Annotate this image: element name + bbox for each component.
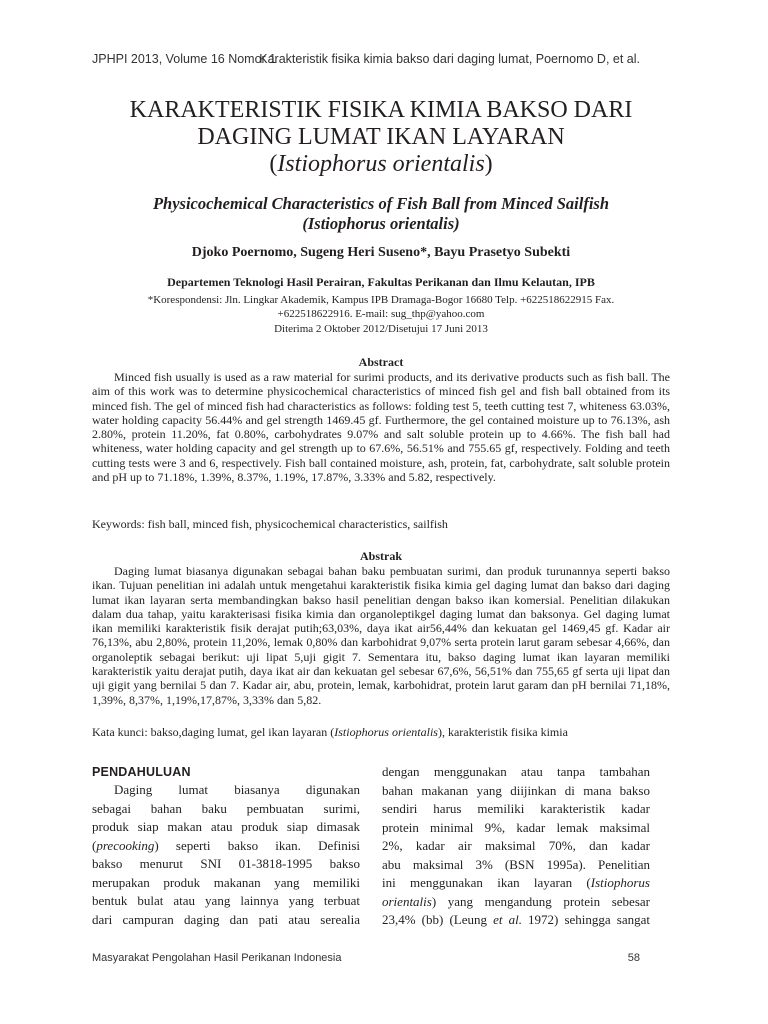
author-list: Djoko Poernomo, Sugeng Heri Suseno*, Bayu Prasetyo Subekti [191, 245, 571, 260]
body-line: Daging lumat biasanya digunakan [114, 782, 360, 797]
body-line: dari campuran daging dan pati atau serealia [92, 911, 360, 927]
title-line-2: DAGING LUMAT IKAN LAYARAN [197, 124, 565, 150]
body-line: dengan menggunakan atau tanpa tambahan [382, 764, 650, 779]
section-heading-pendahuluan: PENDAHULUAN [92, 765, 191, 779]
body-line: 23,4% (bb) (Leung et al. 1972) sehingga sangat [382, 912, 651, 927]
abstrak-heading: Abstrak [359, 549, 402, 563]
kata-kunci: Kata kunci: bakso,daging lumat, gel ikan layaran (Istiophorus orientalis), karakteristik fisika kimia [92, 725, 568, 739]
body-line: bakso menurut SNI 01-3818-1995 bakso [92, 856, 360, 871]
body-line: merupakan produk makanan yang memiliki [92, 874, 360, 890]
body-line: sendiri harus memiliki karakteristik kadar [382, 801, 650, 816]
body-line: protein minimal 9%, kadar lemak maksimal [382, 819, 650, 835]
title-line-3: (Istiophorus orientalis) [269, 151, 493, 177]
body-line: sebagai bahan baku pembuatan surimi, [92, 800, 360, 816]
body-line: orientalis) yang mengandung protein sebesar [382, 893, 650, 909]
subtitle-line-2: (Istiophorus orientalis) [302, 214, 460, 233]
kata-kunci-scientific-name: Istiophorus orientalis [334, 725, 438, 739]
body-line: bentuk bulat atau yang lainnya yang terbuat [92, 893, 360, 908]
article-title [92, 97, 670, 178]
footer-publisher: Masyarakat Pengolahan Hasil Perikanan Indonesia [92, 952, 342, 964]
abstrak-body: Daging lumat biasanya digunakan sebagai bahan baku pembuatan surimi, dan produk turunannya seperti bakso ikan. Tujuan penelitian ini adalah untuk mengetahui karakteristik fisika kimia gel daging lumat dan bakso dari daging lumat ikan layaran serta membandingkan bakso hasil penelitian dengan bakso ikan komersial. Penelitian dilakukan dalam dua tahap, yaitu karakterisasi fisika kimia dan organoleptikgel daging lumat dan baksonya. Gel daging lumat ikan memiliki karakteristik fisik derajat putih;63,03%, daya ikat air56,44% dan kekuatan gel 1469,45 gf. Kadar air 76,13%, abu 2,80%, protein 11,20%, lemak 0,80% dan karbohidrat 9,07% serta protein larut garam sebesar 4,66%, dan organoleptik sebagai berikut: uji lipat 5,uji gigit 7. Sementara itu, bakso daging lumat ikan layaran memiliki karakteristik yaitu derajat putih, daya ikat air dan kekuatan gel sebesar 67,6%, 56,51% dan 755,65 gf serta uji lipat dan uji gigit yang bernilai 5 dan 7. Kadar air, abu, protein, lemak, karbohidrat, protein larut garam dan pH bernilai 71,18%, 1,39%, 8,37%, 1,19%,17,87%, 3,33% dan 5,82. [92, 564, 670, 707]
body-line: abu maksimal 3% (BSN 1995a). Penelitian [382, 856, 650, 872]
correspondence-line-1: *Korespondensi: Jln. Lingkar Akademik, Kampus IPB Dramaga-Bogor 16680 Telp. +622518622915 Fax. [147, 294, 615, 306]
body-line: ini menggunakan ikan layaran (Istiophorus [382, 875, 650, 890]
correspondence [92, 293, 670, 321]
article-subtitle-english [92, 194, 670, 234]
running-header-journal: JPHPI 2013, Volume 16 Nomor 1 [92, 52, 277, 66]
correspondence-line-2: +622518622916. E-mail: sug_thp@yahoo.com [277, 308, 485, 320]
body-line: (precooking) seperti bakso ikan. Definisi [92, 837, 360, 853]
subtitle-line-1: Physicochemical Characteristics of Fish Ball from Minced Sailfish [152, 194, 610, 213]
abstract-body: Minced fish usually is used as a raw material for surimi products, and its derivative products such as fish ball. The aim of this work was to determine physicochemical characteristics of minced fish gel and fish ball obtained from its minced fish. The gel of minced fish had characteristics as follows: folding test 5, teeth cutting test 7, whiteness 63.03%, water holding capacity 56.44% and gel strength 1469.45 gf. Furthermore, the gel contained moisture up to 76.13%, ash 2.80%, protein 11.20%, fat 0.80%, carbohydrates 9.07% and salt soluble protein up to 4.66%. The fish ball had whiteness, water holding capacity and gel strength up to 67.6%, 56.51% and 755.65 gf, respectively. Folding and teeth cutting tests were 3 and 6, respectively. Fish ball contained moisture, ash, protein, fat, carbohydrate, salt soluble protein and pH up to 71.18%, 1.39%, 8.37%, 1.19%, 17.87%, 3.33% and 5.82, respectively. [92, 370, 670, 485]
keywords: Keywords: fish ball, minced fish, physicochemical characteristics, sailfish [92, 517, 448, 531]
body-column-left [92, 781, 360, 929]
received-accepted-dates: Diterima 2 Oktober 2012/Disetujui 17 Juni 2013 [274, 323, 488, 335]
body-column-right [382, 763, 650, 930]
title-scientific-name: Istiophorus orientalis [277, 151, 485, 177]
running-header-article: Karakteristik fisika kimia bakso dari daging lumat, Poernomo D, et al. [259, 52, 640, 66]
title-line-1: KARAKTERISTIK FISIKA KIMIA BAKSO DARI [129, 97, 633, 123]
body-line: 2%, kadar air maksimal 70%, dan kadar [382, 838, 650, 853]
page-number: 58 [627, 952, 640, 964]
abstract-heading: Abstract [358, 355, 404, 369]
body-line: bahan makanan yang diijinkan di mana bakso [382, 782, 650, 798]
affiliation: Departemen Teknologi Hasil Perairan, Fakultas Perikanan dan Ilmu Kelautan, IPB [167, 275, 595, 289]
body-line: produk siap makan atau produk siap dimasak [92, 819, 360, 834]
